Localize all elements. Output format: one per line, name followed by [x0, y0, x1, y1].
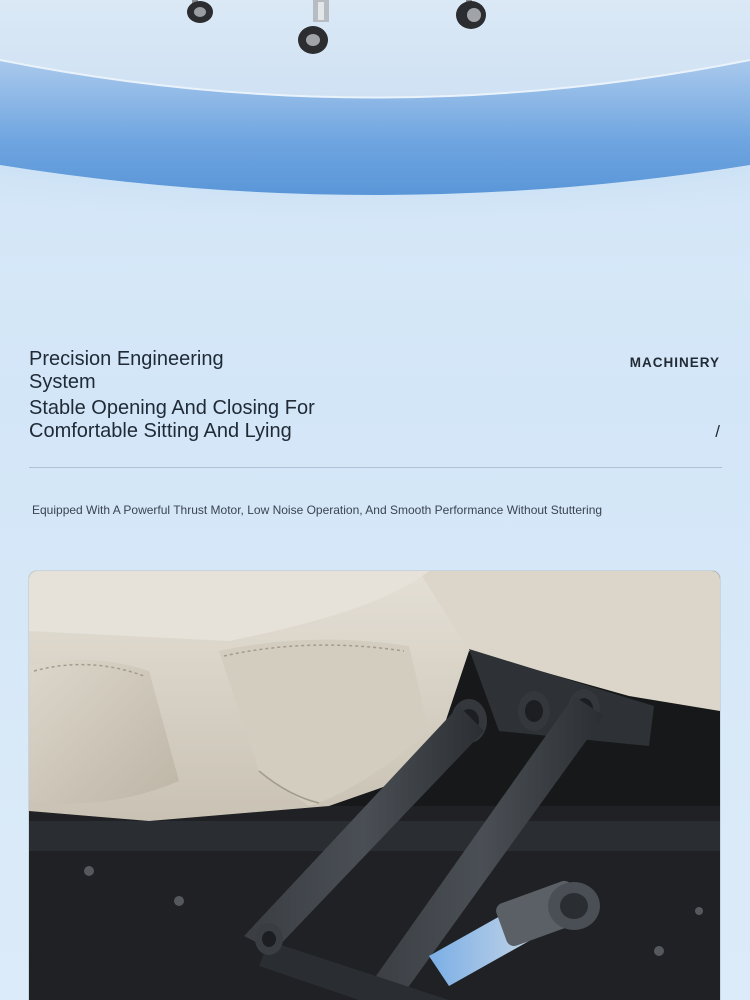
slash-mark: /	[715, 422, 720, 441]
title-line-1: Precision Engineering	[29, 348, 224, 370]
title-line-2: System	[29, 371, 96, 393]
subtitle-line-2: Comfortable Sitting And Lying	[29, 420, 292, 442]
section-tag: MACHINERY	[629, 355, 720, 370]
headline-block	[29, 348, 389, 443]
recliner-mechanism-photo	[29, 571, 720, 1000]
hero-platform-image	[0, 0, 750, 300]
subtitle-line-1: Stable Opening And Closing For	[29, 397, 315, 419]
feature-description: Equipped With A Powerful Thrust Motor, Low Noise Operation, And Smooth Performance Without Stuttering	[32, 503, 603, 517]
divider	[29, 467, 722, 468]
